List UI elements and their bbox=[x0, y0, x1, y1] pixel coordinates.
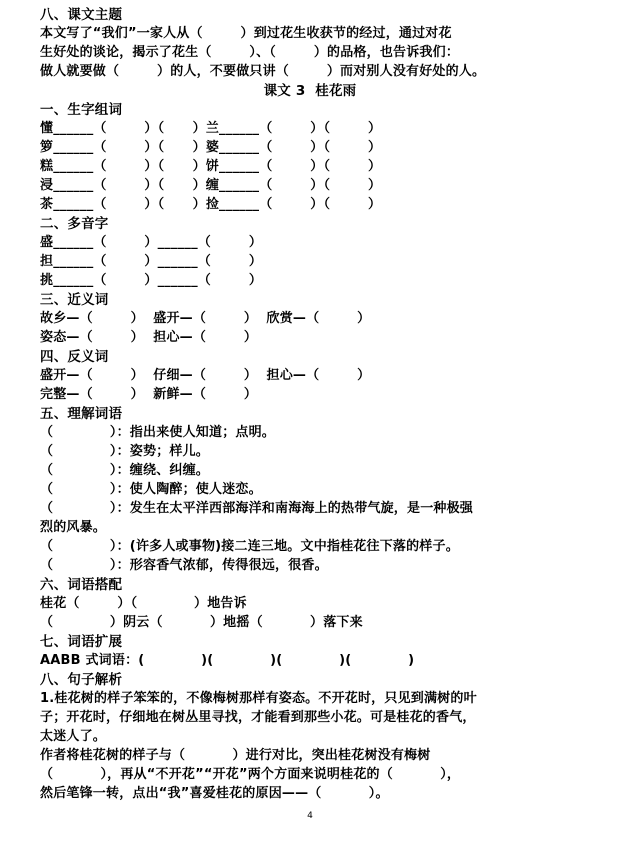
vocab-row: 箩______（ ）（ ）婆______（ ）（ ） bbox=[40, 140, 382, 155]
collocation-row: 桂花（ ）（ ）地告诉 bbox=[40, 596, 247, 611]
section-heading-vocab: 一、生字组词 bbox=[40, 102, 123, 118]
analysis-text-line: 然后笔锋一转，点出“我”喜爱桂花的原因——（ ）。 bbox=[40, 786, 389, 801]
sentence-text-line: 1.桂花树的样子笨笨的，不像梅树那样有姿态。不开花时，只见到满树的叶 bbox=[40, 691, 477, 706]
definition-row: （ ）：形容香气浓郁，传得很远，很香。 bbox=[40, 558, 328, 573]
analysis-text-line: 作者将桂花树的样子与（ ）进行对比，突出桂花树没有梅树 bbox=[40, 748, 431, 763]
definition-row: （ ）：发生在太平洋西部海洋和南海海上的热带气旋，是一种极强 bbox=[40, 501, 474, 516]
sentence-text-line: 太迷人了。 bbox=[40, 729, 107, 744]
vocab-row: 糕______（ ）（ ）饼______（ ）（ ） bbox=[40, 159, 382, 174]
section-heading-definitions: 五、理解词语 bbox=[40, 406, 123, 422]
definition-row: （ ）：指出来使人知道；点明。 bbox=[40, 425, 276, 440]
definition-row: （ ）：(许多人或事物)接二连三地。文中指桂花往下落的样子。 bbox=[40, 539, 459, 554]
section-heading-sentence: 八、句子解析 bbox=[40, 672, 123, 688]
polyphone-row: 盛______（ ）______（ ） bbox=[40, 235, 263, 250]
aabb-row: AABB 式词语：( )( )( )( ) bbox=[40, 653, 415, 668]
vocab-row: 茶______（ ）（ ）捡______（ ）（ ） bbox=[40, 197, 382, 212]
section-heading-expansion: 七、词语扩展 bbox=[40, 634, 123, 650]
section-heading-antonyms: 四、反义词 bbox=[40, 349, 109, 365]
collocation-row: （ ）阴云（ ）地摇（ ）落下来 bbox=[40, 615, 363, 630]
page-number: 4 bbox=[307, 811, 313, 821]
definition-row: （ ）：姿势；样儿。 bbox=[40, 444, 210, 459]
analysis-text-line: （ ），再从“不开花”“开花”两个方面来说明桂花的（ ）， bbox=[40, 767, 461, 782]
vocab-row: 懂______（ ）（ ）兰______（ ）（ ） bbox=[40, 121, 382, 136]
section-heading-synonyms: 三、近义词 bbox=[40, 292, 109, 308]
polyphone-row: 担______（ ）______（ ） bbox=[40, 254, 263, 269]
vocab-row: 浸______（ ）（ ）缠______（ ）（ ） bbox=[40, 178, 382, 193]
definition-row: （ ）：缠绕、纠缠。 bbox=[40, 463, 210, 478]
antonym-row: 完整—（ ） 新鲜—（ ） bbox=[40, 387, 258, 402]
theme-text-line: 本文写了“我们”一家人从（ ）到过花生收获节的经过，通过对花 bbox=[40, 26, 452, 41]
theme-text-line: 生好处的谈论，揭示了花生（ ）、（ ）的品格，也告诉我们： bbox=[40, 45, 460, 60]
lesson-title: 课文 3 桂花雨 bbox=[263, 83, 357, 99]
definition-row: （ ）：使人陶醉；使人迷恋。 bbox=[40, 482, 262, 497]
antonym-row: 盛开—（ ） 仔细—（ ） 担心—（ ） bbox=[40, 368, 371, 383]
section-heading-polyphone: 二、多音字 bbox=[40, 216, 109, 232]
section-heading-theme: 八、课文主题 bbox=[40, 7, 123, 23]
synonym-row: 故乡—（ ） 盛开—（ ） 欣赏—（ ） bbox=[40, 311, 371, 326]
section-heading-collocation: 六、词语搭配 bbox=[40, 577, 123, 593]
sentence-text-line: 子；开花时，仔细地在树丛里寻找，才能看到那些小花。可是桂花的香气， bbox=[40, 710, 476, 725]
polyphone-row: 挑______（ ）______（ ） bbox=[40, 273, 263, 288]
synonym-row: 姿态—（ ） 担心—（ ） bbox=[40, 330, 258, 345]
definition-row-continued: 烈的风暴。 bbox=[40, 520, 107, 535]
theme-text-line: 做人就要做（ ）的人，不要做只讲（ ）而对别人没有好处的人。 bbox=[40, 64, 486, 79]
